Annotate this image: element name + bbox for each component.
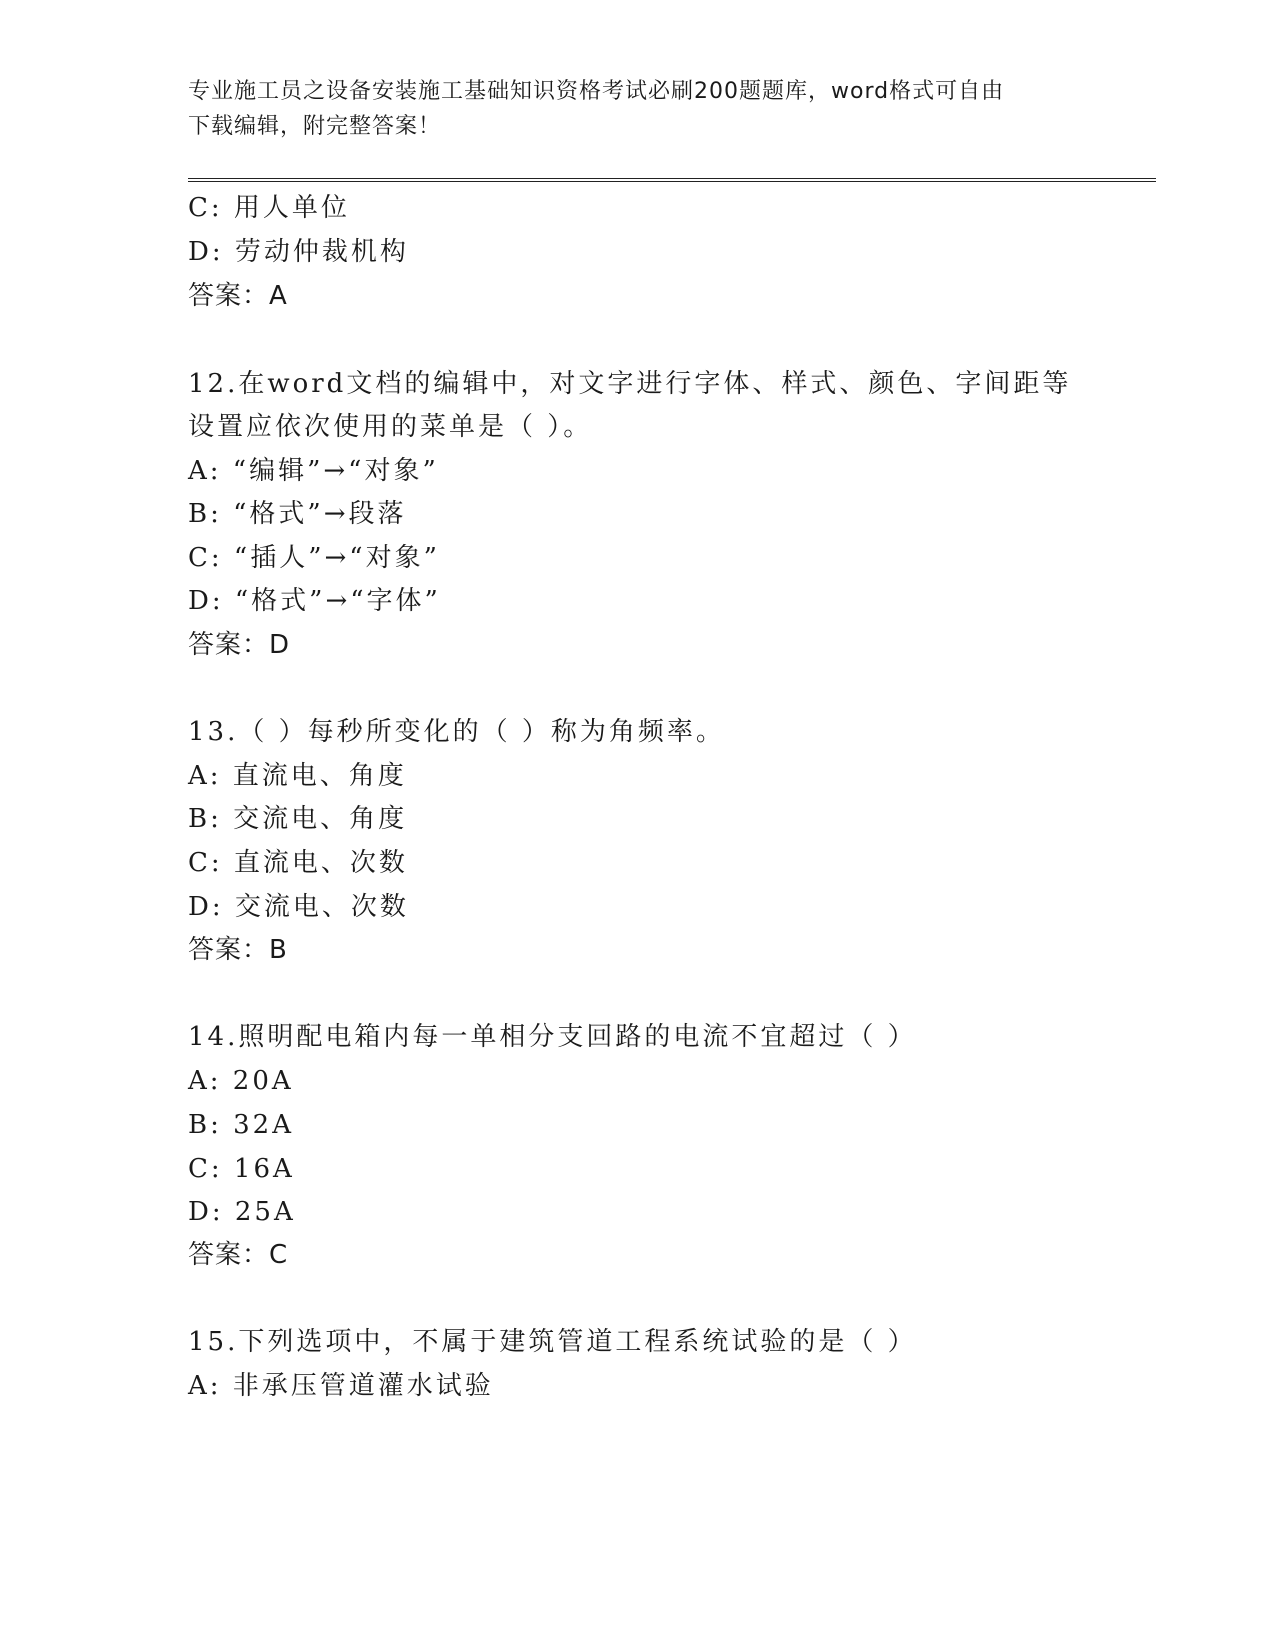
q15-option-a: A: 非承压管道灌水试验: [188, 1371, 494, 1401]
q12-stem-line-1: 12.在word文档的编辑中，对文字进行字体、样式、颜色、字间距等: [188, 369, 1072, 399]
q14-option-b: B: 32A: [188, 1110, 294, 1140]
q14-option-d: D: 25A: [188, 1197, 296, 1227]
q13-option-b: B: 交流电、角度: [188, 804, 408, 834]
q13-option-d: D: 交流电、次数: [188, 892, 409, 922]
header-divider: [188, 178, 1156, 182]
q15-stem: 15.下列选项中，不属于建筑管道工程系统试验的是（ ）: [188, 1327, 917, 1357]
q12-option-c: C: “插人”→“对象”: [188, 543, 440, 573]
q12-answer: 答案：D: [188, 630, 291, 660]
q14-stem: 14.照明配电箱内每一单相分支回路的电流不宜超过（ ）: [188, 1022, 917, 1052]
document-header: [188, 74, 1068, 144]
q14-option-a: A: 20A: [188, 1066, 294, 1096]
header-title-line-1: 专业施工员之设备安装施工基础知识资格考试必刷200题题库，word格式可自由: [188, 79, 1005, 104]
q13-option-c: C: 直流电、次数: [188, 848, 408, 878]
q14-answer: 答案：C: [188, 1240, 289, 1270]
q13-option-a: A: 直流电、角度: [188, 761, 407, 791]
q12-option-b: B: “格式”→段落: [188, 499, 407, 529]
q12-option-a: A: “编辑”→“对象”: [188, 456, 439, 486]
q12-stem-line-2: 设置应依次使用的菜单是（ ）。: [188, 412, 593, 442]
q14-option-c: C: 16A: [188, 1154, 295, 1184]
q11-option-d: D: 劳动仲裁机构: [188, 237, 409, 267]
q13-stem: 13.（ ）每秒所变化的（ ）称为角频率。: [188, 717, 725, 747]
q11-option-c: C: 用人单位: [188, 193, 350, 223]
q11-answer: 答案：A: [188, 281, 288, 311]
q12-option-d: D: “格式”→“字体”: [188, 586, 441, 616]
q13-answer: 答案：B: [188, 935, 288, 965]
header-title-line-2: 下载编辑，附完整答案！: [188, 114, 442, 139]
